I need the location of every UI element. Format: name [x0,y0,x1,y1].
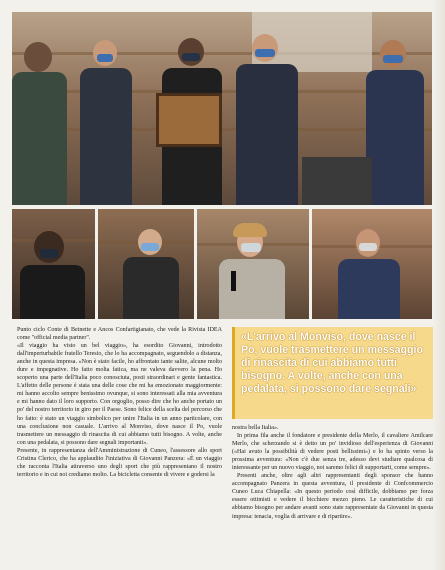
person-cyclist [152,38,232,205]
paragraph: «Il viaggio ha visto un bel viaggio», ha esordito Giovanni, introdotto dall'imperturbabile fratello Teresio, che lo ha accompagnato, seguendolo a distanza, anche in questa impresa. «Non è stato facile, ho affrontato tante salite, alcune molto dure e impegnative. Ho fatto molta fatica, ma ne valeva davvero la pena. Ho scoperto una parte dell'Italia poco conosciuta, posti straordinari e gente fantastica. L'affetto delle persone è stata una delle cose che mi ha emozionato maggiormente: mi hanno accolto sempre benissimo ovunque, si sono interessati alla mia avventura e mi hanno dato il loro supporto. Con orgoglio, posso dire che ho anche portato un po' del nostro territorio in giro per il Paese. Sono felice della scelta del percorso che ho fatto: è stato un viaggio simbolico per unire l'Italia in un anno particolare, con una conclusione non casuale. L'arrivo al Monviso, dove nasce il Po, vuole trasmettere un messaggio di rinascita di cui abbiamo tutti bisogno. A volte, anche con una pedalata, si possono dare segnali importanti». [17,343,222,446]
strip-photo-4 [312,209,432,319]
paragraph: Presente, in rappresentanza dell'Amministrazione di Cuneo, l'assessore allo sport Cristina Clerico, che ha applaudito l'iniziativa di Giovanni Panzera: «È un viaggio che racconta l'Italia attraverso uno degli sport che più rappresentano il nostro territorio e in cui noi crediamo molto. La bicicletta consente di vivere e godersi la [17,447,222,478]
person-left [12,42,72,205]
person-elder [76,40,136,205]
framed-picture [156,93,222,147]
person-center [232,34,302,205]
paragraph: Presenti anche, oltre agli altri rappresentanti degli sponsor che hanno accompagnato Panzera in questa avventura, il presidente di Confcommercio Cuneo Luca Chiapella: «In questo periodo così difficile, dobbiamo per forza essere ottimisti e vedere il bicchiere mezzo pieno. Le caratteristiche di cui abbiamo bisogno per andare avanti sono state rappresentate da Giovanni in questa impresa: tenacia, voglia di arrivare e di ripartire». [232,473,433,520]
paragraph: nostra bella Italia». [232,425,279,431]
top-photo [12,12,432,205]
page-edge [433,0,445,570]
paragraph: In prima fila anche il fondatore e presidente della Merlo, il cavaliere Amilcare Merlo, che scherzando si è detto un po' invidioso dell'esperienza di Giovanni («Hai avuto la possibilità di vedere posti bellissimi») e lo ha spinto verso la prossima avventura: «Non c'è due senza tre, adesso devi studiare qualcosa di interessante per un nuovo viaggio, noi saremo felici di supportarti, come sempre». [232,433,433,472]
article-column-left [17,326,222,479]
strip-photo-1 [12,209,95,319]
pull-quote-box [232,327,438,419]
strip-photo-3 [197,209,309,319]
paragraph: Punto ciclo Conte di Beinette e Ancos Confartigianato, che vede la Rivista IDEA come "official media partner". [17,327,222,342]
article-column-right [232,424,433,521]
pull-quote: «L'arrivo al Monviso, dove nasce il Po, vuole trasmettere un messaggio di rinascita di cui abbiamo tutti bisogno. A volte, anche con una pedalata, si possono dare segnali» [241,331,423,395]
strip-photo-2 [98,209,194,319]
